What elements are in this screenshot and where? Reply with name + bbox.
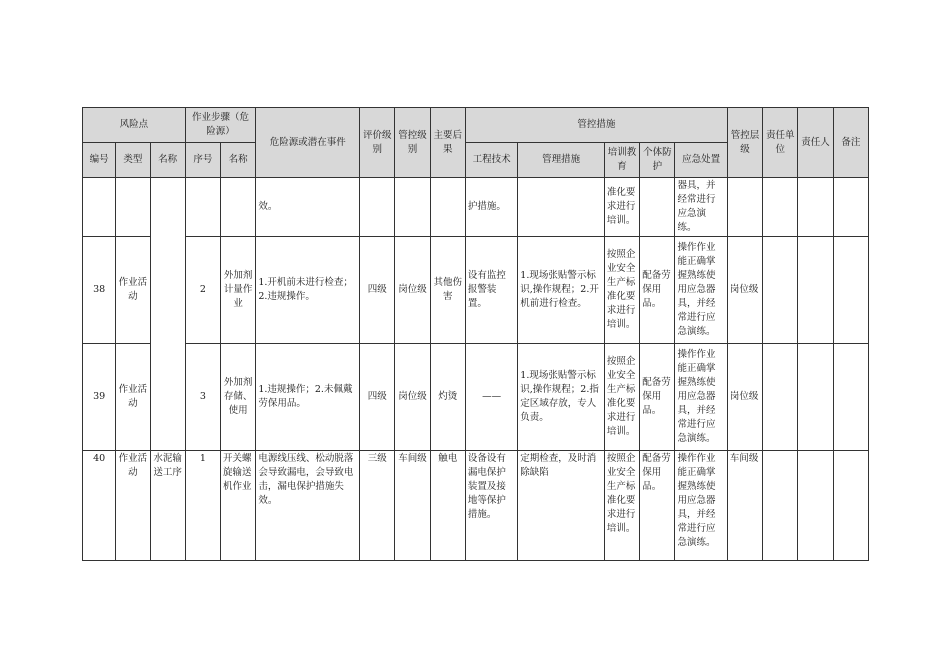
header-hazard: 危险源或潜在事件: [256, 108, 360, 178]
table-row: [83, 451, 869, 561]
header-remark: 备注: [833, 108, 868, 178]
header-eval-level: 评价级别: [360, 108, 395, 178]
cell-no: [83, 178, 116, 237]
cell-name-merged: [150, 178, 185, 451]
cell-train: 按照企业安全生产标准化要求进行培训。: [604, 451, 639, 561]
cell-seq: 3: [185, 344, 220, 451]
header-training: 培训教育: [604, 143, 639, 178]
cell-tier: 岗位级: [727, 344, 762, 451]
cell-remark: [833, 451, 868, 561]
header-ppe: 个体防护: [640, 143, 675, 178]
cell-eval: 四级: [360, 237, 395, 344]
header-management: 管理措施: [518, 143, 605, 178]
cell-resp-person: [798, 178, 833, 237]
table-row: [83, 344, 869, 451]
cell-type: 作业活动: [116, 344, 150, 451]
cell-remark: [833, 178, 868, 237]
cell-hazard: 电源线压线、松动脱落会导致漏电，会导致电击，漏电保护措施失效。: [256, 451, 360, 561]
cell-ctrl: 岗位级: [395, 344, 430, 451]
cell-conseq: [430, 178, 465, 237]
cell-conseq: 灼烫: [430, 344, 465, 451]
cell-mgmt: 1.现场张贴警示标识,操作规程；2.指定区域存放，专人负责。: [518, 344, 605, 451]
cell-ctrl: 岗位级: [395, 237, 430, 344]
cell-emerg: 操作作业能正确掌握熟练使用应急器具，并经常进行应急演练。: [675, 237, 727, 344]
cell-eng: 设备设有漏电保护装置及接地等保护措施。: [465, 451, 517, 561]
header-steps: 作业步骤（危险源）: [185, 108, 256, 143]
header-name: 名称: [150, 143, 185, 178]
header-seq: 序号: [185, 143, 220, 178]
header-emergency: 应急处置: [675, 143, 727, 178]
cell-conseq: 其他伤害: [430, 237, 465, 344]
cell-train: 按照企业安全生产标准化要求进行培训。: [604, 237, 639, 344]
header-ctrl-tier: 管控层级: [727, 108, 762, 178]
cell-mgmt: [518, 178, 605, 237]
cell-seq: 2: [185, 237, 220, 344]
header-risk-point: 风险点: [83, 108, 186, 143]
cell-mgmt: 1.现场张贴警示标识,操作规程；2.开机前进行检查。: [518, 237, 605, 344]
cell-eval: 四级: [360, 344, 395, 451]
header-no: 编号: [83, 143, 116, 178]
cell-no: 39: [83, 344, 116, 451]
cell-conseq: 触电: [430, 451, 465, 561]
cell-train: 准化要求进行培训。: [604, 178, 639, 237]
cell-mgmt: 定期检查，及时消除缺陷: [518, 451, 605, 561]
cell-seq: [185, 178, 220, 237]
cell-emerg: 操作作业能正确掌握熟练使用应急器具，并经常进行应急演练。: [675, 451, 727, 561]
cell-eval: [360, 178, 395, 237]
cell-step: 开关螺旋输送机作业: [221, 451, 256, 561]
cell-train: 按照企业安全生产标准化要求进行培训。: [604, 344, 639, 451]
cell-eng: 护措施。: [465, 178, 517, 237]
cell-ppe: 配备劳保用品。: [640, 451, 675, 561]
cell-resp-person: [798, 451, 833, 561]
cell-type: 作业活动: [116, 237, 150, 344]
cell-ctrl: 车间级: [395, 451, 430, 561]
cell-emerg: 器具，并经常进行应急演练。: [675, 178, 727, 237]
cell-remark: [833, 344, 868, 451]
cell-eng: ——: [465, 344, 517, 451]
table-row: [83, 178, 869, 237]
cell-type: 作业活动: [116, 451, 150, 561]
cell-remark: [833, 237, 868, 344]
cell-type: [116, 178, 150, 237]
header-step-name: 名称: [221, 143, 256, 178]
header-type: 类型: [116, 143, 150, 178]
cell-ppe: 配备劳保用品。: [640, 344, 675, 451]
cell-hazard: 效。: [256, 178, 360, 237]
risk-control-table: [82, 107, 869, 561]
cell-tier: [727, 178, 762, 237]
header-resp-person: 责任人: [798, 108, 833, 178]
cell-name: 水泥输送工序: [150, 451, 185, 561]
cell-resp-unit: [763, 237, 798, 344]
cell-resp-unit: [763, 178, 798, 237]
cell-emerg: 操作作业能正确掌握熟练使用应急器具，并经常进行应急演练。: [675, 344, 727, 451]
cell-hazard: 1.违规操作；2.未佩戴劳保用品。: [256, 344, 360, 451]
cell-eng: 设有监控报警装置。: [465, 237, 517, 344]
cell-ctrl: [395, 178, 430, 237]
cell-step: 外加剂计量作业: [221, 237, 256, 344]
cell-seq: 1: [185, 451, 220, 561]
cell-no: 40: [83, 451, 116, 561]
cell-hazard: 1.开机前未进行检查；2.违规操作。: [256, 237, 360, 344]
cell-resp-unit: [763, 451, 798, 561]
table-row: [83, 237, 869, 344]
cell-resp-person: [798, 344, 833, 451]
header-engineering: 工程技术: [465, 143, 517, 178]
header-resp-unit: 责任单位: [763, 108, 798, 178]
cell-resp-unit: [763, 344, 798, 451]
cell-tier: 岗位级: [727, 237, 762, 344]
cell-step: [221, 178, 256, 237]
cell-step: 外加剂存储、使用: [221, 344, 256, 451]
cell-tier: 车间级: [727, 451, 762, 561]
cell-no: 38: [83, 237, 116, 344]
cell-resp-person: [798, 237, 833, 344]
header-measures: 管控措施: [465, 108, 727, 143]
cell-ppe: [640, 178, 675, 237]
header-ctrl-level: 管控级别: [395, 108, 430, 178]
header-consequence: 主要后果: [430, 108, 465, 178]
cell-eval: 三级: [360, 451, 395, 561]
cell-ppe: 配备劳保用品。: [640, 237, 675, 344]
